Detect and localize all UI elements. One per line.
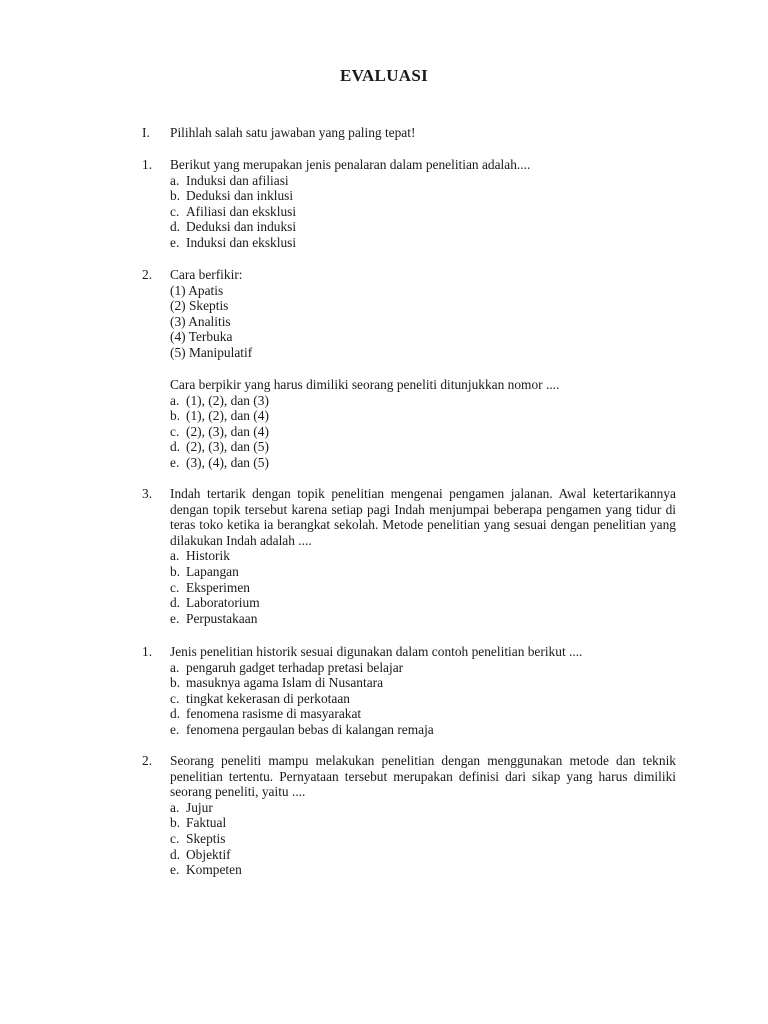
list-item: (3) Analitis — [170, 313, 231, 329]
question-number: 2. — [142, 267, 153, 282]
instruction-number: I. — [142, 125, 150, 140]
option-c: c. tingkat kekerasan di perkotaan — [170, 690, 350, 706]
question-1 — [142, 157, 676, 251]
list-item: (1) Apatis — [170, 282, 224, 298]
option-e: e. fenomena pergaulan bebas di kalangan remaja — [170, 721, 434, 737]
option-list — [170, 548, 676, 626]
option-b: b. (1), (2), dan (4) — [170, 408, 269, 424]
question-stem: Berikut yang merupakan jenis penalaran dalam penelitian adalah.... — [170, 157, 531, 172]
option-a: a. Induksi dan afiliasi — [170, 172, 289, 188]
question-stem: Jenis penelitian historik sesuai digunakan dalam contoh penelitian berikut .... — [170, 644, 583, 659]
question-3 — [142, 486, 676, 626]
option-a: a. Historik — [170, 548, 230, 564]
option-d: d. Deduksi dan induksi — [170, 219, 297, 235]
list-item: (5) Manipulatif — [170, 344, 253, 360]
instruction-text: Pilihlah salah satu jawaban yang paling tepat! — [170, 125, 416, 140]
instruction — [142, 125, 676, 141]
question-number: 1. — [142, 157, 153, 172]
option-e: e. (3), (4), dan (5) — [170, 454, 269, 470]
option-list — [170, 393, 676, 471]
option-c: c. Skeptis — [170, 830, 226, 846]
option-list — [170, 800, 676, 878]
list-item: (2) Skeptis — [170, 298, 229, 314]
option-b: b. Deduksi dan inklusi — [170, 188, 294, 204]
list-item: (4) Terbuka — [170, 329, 233, 345]
question-stem-secondary: Cara berpikir yang harus dimiliki seorang peneliti ditunjukkan nomor .... — [170, 377, 560, 392]
option-a: a. (1), (2), dan (3) — [170, 392, 269, 408]
option-b: b. Faktual — [170, 815, 227, 831]
option-c: c. Eksperimen — [170, 579, 250, 595]
thinking-list — [170, 283, 676, 361]
question-number: 3. — [142, 486, 153, 501]
page-title: EVALUASI — [339, 66, 429, 85]
option-c: c. Afiliasi dan eksklusi — [170, 203, 297, 219]
question-stem: Indah tertarik dengan topik penelitian mengenai pengamen jalanan. Awal ketertarikannya dengan topik tersebut karena setiap pagi Indah menjumpai beberapa pengamen yang tidur di teras toko ketika ia berangkat sekolah. Metode penelitian yang sesuai dengan penelitian yang dilakukan Indah adalah .... — [170, 486, 676, 548]
option-a: a. pengaruh gadget terhadap pretasi belajar — [170, 659, 404, 675]
option-c: c. (2), (3), dan (4) — [170, 423, 269, 439]
option-list — [170, 660, 676, 738]
option-e: e. Perpustakaan — [170, 610, 258, 626]
option-list — [170, 173, 676, 251]
option-e: e. Induksi dan eksklusi — [170, 234, 297, 250]
question-4 — [142, 644, 676, 738]
question-stem: Seorang peneliti mampu melakukan penelitian dengan menggunakan metode dan teknik penelitian tertentu. Pernyataan tersebut merupakan definisi dari sikap yang harus dimiliki seorang peneliti, yaitu .... — [170, 753, 676, 800]
option-b: b. Lapangan — [170, 563, 239, 579]
question-5 — [142, 753, 676, 878]
option-e: e. Kompeten — [170, 862, 242, 878]
option-d: d. Laboratorium — [170, 595, 260, 611]
question-number: 2. — [142, 753, 153, 768]
question-2 — [142, 267, 676, 361]
question-stem: Cara berfikir: — [170, 267, 243, 282]
question-number: 1. — [142, 644, 153, 659]
question-2-continuation — [142, 377, 676, 471]
option-b: b. masuknya agama Islam di Nusantara — [170, 675, 384, 691]
option-d: d. fenomena rasisme di masyarakat — [170, 706, 362, 722]
option-d: d. Objektif — [170, 846, 231, 862]
option-d: d. (2), (3), dan (5) — [170, 439, 269, 455]
option-a: a. Jujur — [170, 799, 213, 815]
